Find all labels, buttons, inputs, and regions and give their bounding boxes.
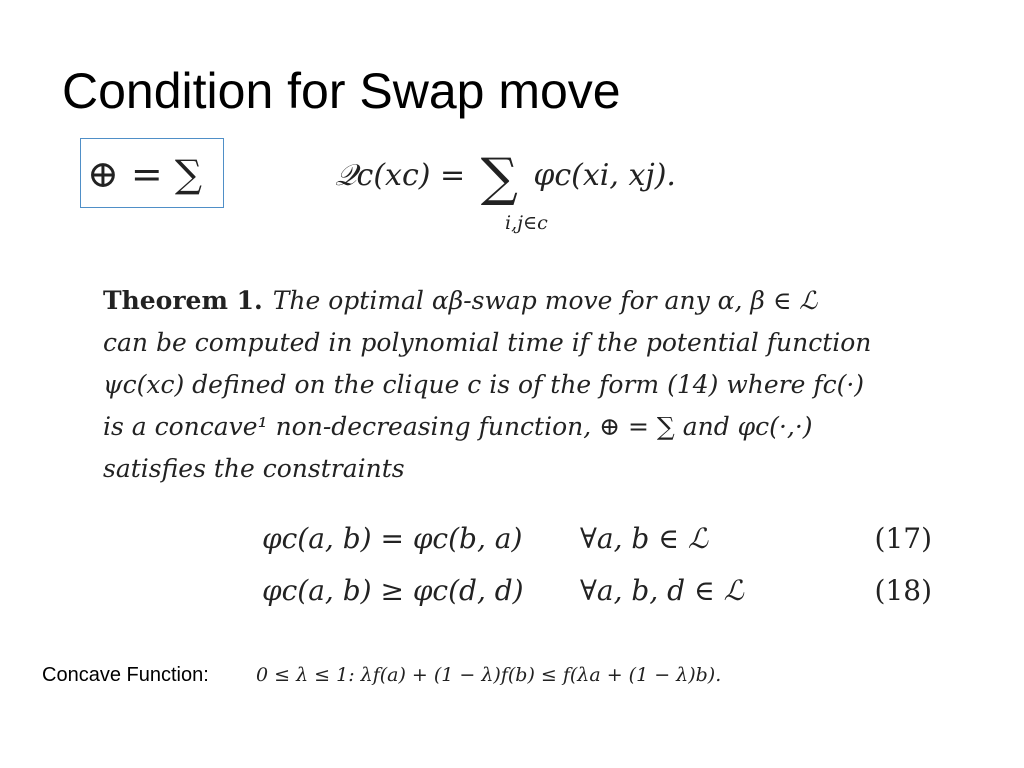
theorem-line-5: satisfies the constraints xyxy=(103,454,405,483)
clique-potential-equation xyxy=(335,148,676,208)
theorem-line-2: can be computed in polynomial time if the potential function xyxy=(103,328,872,357)
concave-function-equation: 0 ≤ λ ≤ 1: λf(a) + (1 − λ)f(b) ≤ f(λa + (1 − λ)b). xyxy=(256,664,722,686)
constraint-lhs: φc(a, b) ≥ φc(d, d) xyxy=(262,574,524,607)
constraint-lhs: φc(a, b) = φc(b, a) xyxy=(262,522,523,555)
oplus-equals-sum-box: ⊕ = ∑ xyxy=(80,138,224,208)
theorem-line-4: is a concave¹ non-decreasing function, ⊕ = ∑ and φc(·,·) xyxy=(103,412,813,441)
equation-number: (18) xyxy=(874,574,932,607)
theorem-line-3: ψc(xc) defined on the clique c is of the form (14) where fc(·) xyxy=(103,370,865,399)
clique-equation-lhs: 𝒬c(xc) = xyxy=(335,158,466,193)
theorem-heading: Theorem 1. xyxy=(103,286,263,315)
slide-title: Condition for Swap move xyxy=(62,63,621,119)
theorem-line-1 xyxy=(103,280,933,322)
constraint-condition: ∀a, b, d ∈ ℒ xyxy=(580,574,744,607)
constraint-equation-18 xyxy=(262,574,932,618)
concave-function-label: Concave Function: xyxy=(42,664,209,686)
theorem-block xyxy=(103,280,933,490)
equation-number: (17) xyxy=(874,522,932,555)
clique-equation-rhs: φc(xi, xj). xyxy=(533,158,676,193)
theorem-text: The optimal αβ-swap move for any α, β ∈ ℒ xyxy=(272,286,818,315)
constraint-condition: ∀a, b ∈ ℒ xyxy=(580,522,709,555)
sum-symbol: ∑ xyxy=(480,148,518,208)
sum-index: i,j∈c xyxy=(505,212,548,234)
constraint-equation-17 xyxy=(262,522,932,566)
